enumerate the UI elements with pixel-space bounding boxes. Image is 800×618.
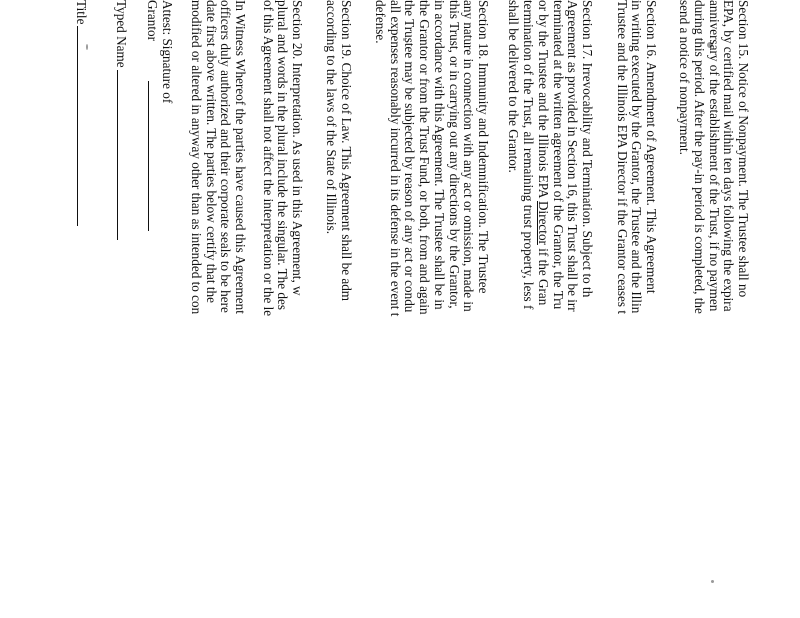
underlined-word: Director	[535, 201, 551, 245]
text-line: termination of the Trust, all remaining trust property, less f	[521, 0, 537, 310]
section-16-amendment-of-agreement	[614, 0, 658, 314]
signature-blank	[148, 81, 150, 231]
grantor-label: Grantor	[145, 0, 160, 42]
typed-name-blank	[117, 70, 119, 240]
in-witness-whereof-clause	[188, 0, 247, 314]
text-line: Section 16. Amendment of Agreement. This Agreement	[644, 0, 659, 294]
text-line: Section 20. Interpretation. As used in this Agreement, w	[290, 0, 305, 296]
text-line: Agreement as provided in Section 16, this Trust shall be irr	[565, 0, 581, 312]
text-line: Section 17. Irrevocability and Termination. Subject to th	[580, 0, 595, 298]
text-line: during this period. After the pay-in period is completed, the	[691, 0, 707, 314]
text-line: all expenses reasonably incurred in its defense in the event t	[387, 0, 403, 317]
grantor-label-line	[144, 0, 159, 231]
text-line: Section 19. Choice of Law. This Agreement shall be adm	[339, 0, 354, 302]
typed-name-line	[113, 0, 128, 240]
text-line: modified or altered in anyway other than as intended to con	[188, 0, 204, 315]
typed-name-label: Typed Name	[114, 0, 129, 68]
section-17-irrevocability-and-termination	[506, 0, 594, 312]
text-line: Section 15. Notice of Nonpayment. The Trustee shall no	[736, 0, 751, 298]
text-line: the Grantor or from the Trust Fund, or both, from and again	[417, 0, 433, 315]
title-blank	[77, 26, 79, 226]
text-line: date first above written. The parties below certify that the	[203, 0, 219, 303]
section-19-choice-of-law	[324, 0, 353, 301]
text-line: send a notice of nonpayment.	[677, 0, 693, 155]
text-line: any nature in connection with any act or omission, made in	[461, 0, 477, 312]
text-line: of this Agreement shall not affect the interpretation or the le	[260, 0, 276, 317]
text-line: shall be delivered to the Grantor.	[506, 0, 522, 173]
text-line: EPA, by certified mail within ten days following the expira	[721, 0, 737, 312]
rotated-document-body	[60, 0, 750, 618]
text-line: or by the Trustee and the Illinois EPA Director if the Gran	[535, 0, 551, 306]
attest-signature-line	[159, 0, 174, 103]
text-line: defense.	[373, 0, 389, 44]
text-line: according to the laws of the State of Illinois.	[324, 0, 340, 235]
text-line: plural and words in the plural include the singular. The des	[275, 0, 291, 310]
text-line: In Witness Whereof the parties have caused this Agreement	[233, 0, 248, 314]
text-line: this Trust, or in carrying out any directions by the Grantor,	[446, 0, 462, 309]
title-label: Title	[74, 0, 89, 25]
text-line: in accordance with this Agreement. The Trustee shall be in	[431, 0, 447, 310]
text-line: anniversary of the establishment of the Trust, if no paymen	[706, 0, 722, 312]
section-20-interpretation	[260, 0, 304, 316]
section-18-immunity-and-indemnification	[372, 0, 490, 316]
text-line: terminated at the written agreement of the Grantor, the Tru	[550, 0, 566, 310]
text-line: Trustee and the Illinois EPA Director if the Grantor ceases t	[614, 0, 630, 314]
text-line: officers duly authorized and their corporate seals to be here	[218, 0, 234, 313]
section-15-notice-of-nonpayment	[676, 0, 750, 314]
text-line: in writing executed by the Grantor, the Trustee and the Illin	[629, 0, 645, 314]
title-line	[73, 0, 88, 226]
attest-label: Attest: Signature of	[160, 0, 175, 104]
text-line: Section 18. Immunity and Indemnification. The Trustee	[476, 0, 491, 294]
text-line: the Trustee may be subjected by reason of any act or condu	[402, 0, 418, 313]
